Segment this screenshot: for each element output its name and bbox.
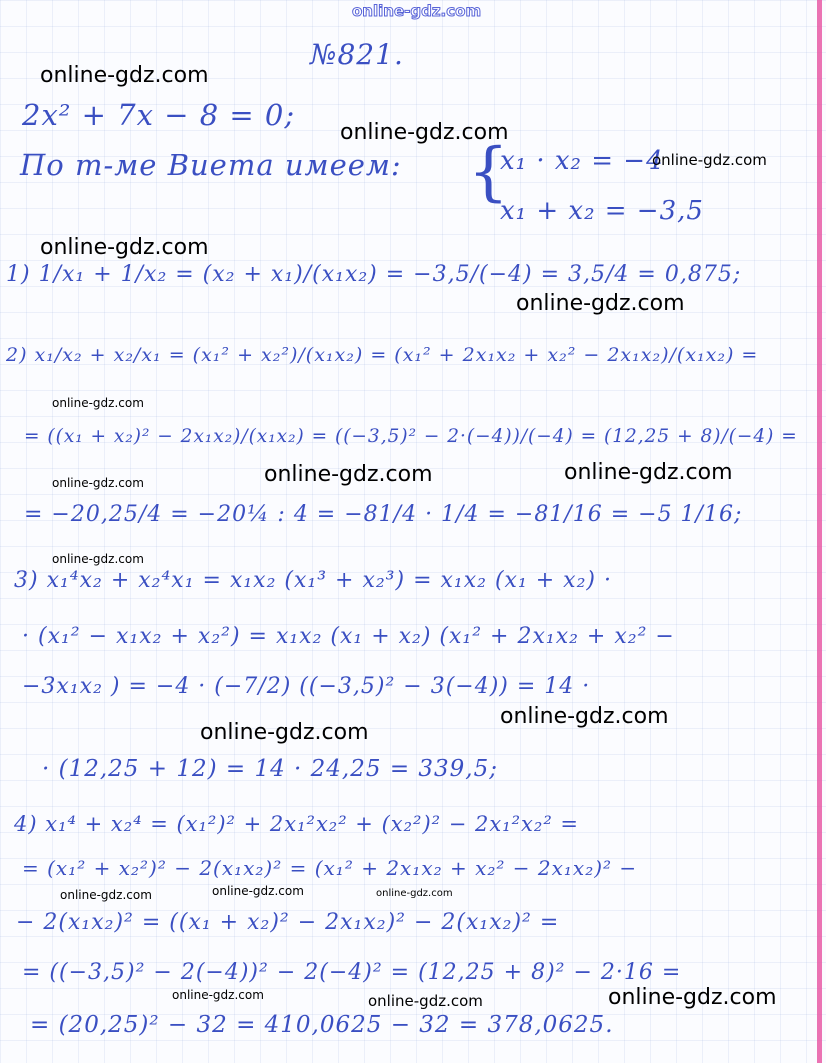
watermark: online-gdz.com: [52, 552, 144, 566]
watermark: online-gdz.com: [40, 63, 209, 88]
margin-line: [817, 0, 822, 1063]
watermark: online-gdz.com: [516, 291, 685, 316]
watermark-top: online-gdz.com: [352, 2, 482, 20]
watermark: online-gdz.com: [608, 985, 777, 1010]
part-3-line-d: · (12,25 + 12) = 14 · 24,25 = 339,5;: [42, 756, 498, 782]
part-3-line-c: −3x₁x₂ ) = −4 · (−7/2) ((−3,5)² − 3(−4)) = 14 ·: [22, 674, 591, 699]
watermark: online-gdz.com: [212, 884, 304, 898]
vieta-product: x₁ · x₂ = −4: [500, 146, 664, 176]
watermark: online-gdz.com: [652, 151, 767, 169]
watermark: online-gdz.com: [564, 460, 733, 485]
vieta-sum: x₁ + x₂ = −3,5: [500, 196, 704, 226]
watermark: online-gdz.com: [200, 720, 369, 745]
part-2-line-a: 2) x₁/x₂ + x₂/x₁ = (x₁² + x₂²)/(x₁x₂) = (x₁² + 2x₁x₂ + x₂² − 2x₁x₂)/(x₁x₂) =: [6, 344, 759, 366]
watermark: online-gdz.com: [52, 476, 144, 490]
vieta-brace: {: [468, 135, 510, 209]
equation-line: 2x² + 7x − 8 = 0;: [22, 98, 296, 132]
watermark: online-gdz.com: [264, 462, 433, 487]
part-4-line-e: = (20,25)² − 32 = 410,0625 − 32 = 378,0625.: [30, 1012, 614, 1038]
part-2-line-b: = ((x₁ + x₂)² − 2x₁x₂)/(x₁x₂) = ((−3,5)² − 2·(−4))/(−4) = (12,25 + 8)/(−4) =: [24, 426, 798, 447]
watermark: online-gdz.com: [500, 704, 669, 729]
part-4-line-b: = (x₁² + x₂²)² − 2(x₁x₂)² = (x₁² + 2x₁x₂ + x₂² − 2x₁x₂)² −: [22, 856, 638, 880]
watermark: online-gdz.com: [368, 992, 483, 1010]
vieta-intro: По т-ме Виета имеем:: [20, 148, 402, 182]
part-4-line-c: − 2(x₁x₂)² = ((x₁ + x₂)² − 2x₁x₂)² − 2(x₁x₂)² =: [16, 910, 560, 935]
watermark: online-gdz.com: [52, 396, 144, 410]
part-4-line-d: = ((−3,5)² − 2(−4))² − 2(−4)² = (12,25 + 8)² − 2·16 =: [22, 960, 682, 985]
part-4-line-a: 4) x₁⁴ + x₂⁴ = (x₁²)² + 2x₁²x₂² + (x₂²)² − 2x₁²x₂² =: [14, 812, 580, 836]
part-3-line-b: · (x₁² − x₁x₂ + x₂²) = x₁x₂ (x₁ + x₂) (x₁² + 2x₁x₂ + x₂² −: [22, 624, 675, 649]
watermark: online-gdz.com: [172, 988, 264, 1002]
watermark: online-gdz.com: [60, 888, 152, 902]
watermark: online-gdz.com: [40, 235, 209, 260]
part-2-line-c: = −20,25/4 = −20¼ : 4 = −81/4 · 1/4 = −81/16 = −5 1/16;: [24, 502, 743, 527]
watermark: online-gdz.com: [376, 888, 453, 899]
part-3-line-a: 3) x₁⁴x₂ + x₂⁴x₁ = x₁x₂ (x₁³ + x₂³) = x₁x₂ (x₁ + x₂) ·: [14, 568, 612, 593]
watermark: online-gdz.com: [340, 120, 509, 145]
task-number: №821.: [310, 38, 404, 71]
part-1: 1) 1/x₁ + 1/x₂ = (x₂ + x₁)/(x₁x₂) = −3,5/(−4) = 3,5/4 = 0,875;: [6, 262, 742, 287]
